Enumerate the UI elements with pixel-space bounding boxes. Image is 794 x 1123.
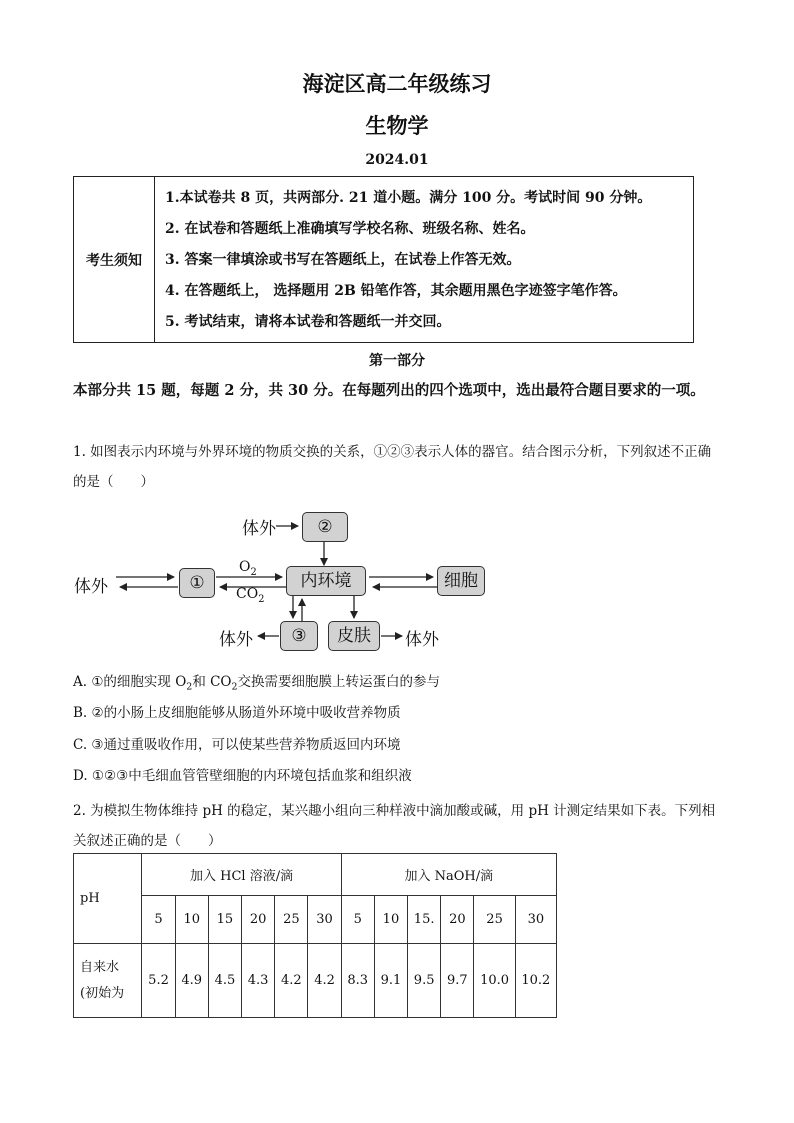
ph-value-cell: 10.2 bbox=[515, 944, 556, 1018]
outside-label: 体外 bbox=[405, 630, 439, 650]
drops-cell: 30 bbox=[308, 896, 341, 944]
oxygen-label: $O_2$ bbox=[239, 559, 257, 578]
organ-1-box: ① bbox=[179, 568, 215, 598]
ph-value-cell: 4.3 bbox=[242, 944, 275, 1018]
organ-3-box: ③ bbox=[280, 621, 318, 651]
skin-box: 皮肤 bbox=[328, 621, 380, 651]
notice-line: 1.本试卷共 8 页，共两部分. 21 道小题。满分 100 分。考试时间 90 分钟。 bbox=[165, 190, 652, 206]
page-title: 海淀区高二年级练习 bbox=[302, 71, 492, 96]
question-1-stem: 1. 如图表示内环境与外界环境的物质交换的关系，①②③表示人体的器官。结合图示分析，下列叙述不正确的是（ ） bbox=[73, 444, 712, 490]
ph-value-cell: 10.0 bbox=[474, 944, 515, 1018]
table-corner: pH bbox=[74, 854, 142, 944]
option-c: C. ③通过重吸收作用，可以使某些营养物质返回内环境 bbox=[73, 737, 401, 753]
ph-value-cell: 4.9 bbox=[175, 944, 208, 1018]
ph-value-cell: 8.3 bbox=[341, 944, 374, 1018]
row-label-tap-water: 自来水 (初始为 bbox=[74, 944, 142, 1018]
cell-box: 细胞 bbox=[437, 566, 485, 596]
option-b: B. ②的小肠上皮细胞能够从肠道外环境中吸收营养物质 bbox=[73, 705, 401, 721]
notice-line: 3. 答案一律填涂或书写在答题纸上，在试卷上作答无效。 bbox=[165, 252, 521, 268]
outside-label: 体外 bbox=[219, 630, 253, 650]
subject-title: 生物学 bbox=[365, 113, 429, 138]
question-2-stem: 2. 为模拟生物体维持 pH 的稳定，某兴趣小组向三种样液中滴加酸或碱，用 pH 计测定结果如下表。下列相关叙述正确的是（ ） bbox=[73, 803, 716, 849]
ph-value-cell: 4.2 bbox=[275, 944, 308, 1018]
drops-cell: 5 bbox=[341, 896, 374, 944]
carbon-dioxide-label: $CO_2$ bbox=[236, 586, 265, 605]
notice-line: 5. 考试结束，请将本试卷和答题纸一并交回。 bbox=[165, 314, 451, 330]
drops-cell: 20 bbox=[441, 896, 474, 944]
drops-cell: 25 bbox=[275, 896, 308, 944]
drops-cell: 5 bbox=[142, 896, 175, 944]
part-intro: 本部分共 15 题，每题 2 分，共 30 分。在每题列出的四个选项中，选出最符合题目要求的一项。 bbox=[73, 382, 705, 399]
drops-cell: 10 bbox=[374, 896, 407, 944]
drops-cell: 15. bbox=[408, 896, 441, 944]
option-d: D. ①②③中毛细血管管壁细胞的内环境包括血浆和组织液 bbox=[73, 768, 412, 784]
drops-cell: 30 bbox=[515, 896, 556, 944]
ph-value-cell: 9.5 bbox=[408, 944, 441, 1018]
organ-2-box: ② bbox=[302, 512, 348, 542]
ph-value-cell: 9.7 bbox=[441, 944, 474, 1018]
part-title: 第一部分 bbox=[369, 353, 425, 369]
drops-cell: 20 bbox=[242, 896, 275, 944]
drops-cell: 10 bbox=[175, 896, 208, 944]
outside-label: 体外 bbox=[74, 577, 108, 597]
option-a: A. ①的细胞实现 $O_2$和 $CO_2$交换需要细胞膜上转运蛋白的参与 bbox=[73, 674, 441, 693]
ph-value-cell: 5.2 bbox=[142, 944, 175, 1018]
notice-label: 考生须知 bbox=[74, 177, 155, 343]
inner-environment-box: 内环境 bbox=[286, 566, 366, 596]
notice-line: 4. 在答题纸上， 选择题用 2B 铅笔作答，其余题用黑色字迹签字笔作答。 bbox=[165, 283, 627, 299]
naoh-header: 加入 NaOH/滴 bbox=[341, 854, 556, 896]
ph-value-cell: 9.1 bbox=[374, 944, 407, 1018]
outside-label: 体外 bbox=[242, 519, 276, 539]
hcl-header: 加入 HCl 溶液/滴 bbox=[142, 854, 341, 896]
ph-value-cell: 4.2 bbox=[308, 944, 341, 1018]
exam-date: 2024.01 bbox=[365, 152, 429, 168]
ph-table bbox=[73, 853, 557, 1018]
drops-cell: 25 bbox=[474, 896, 515, 944]
drops-cell: 15 bbox=[208, 896, 241, 944]
notice-line: 2. 在试卷和答题纸上准确填写学校名称、班级名称、姓名。 bbox=[165, 221, 535, 237]
ph-value-cell: 4.5 bbox=[208, 944, 241, 1018]
